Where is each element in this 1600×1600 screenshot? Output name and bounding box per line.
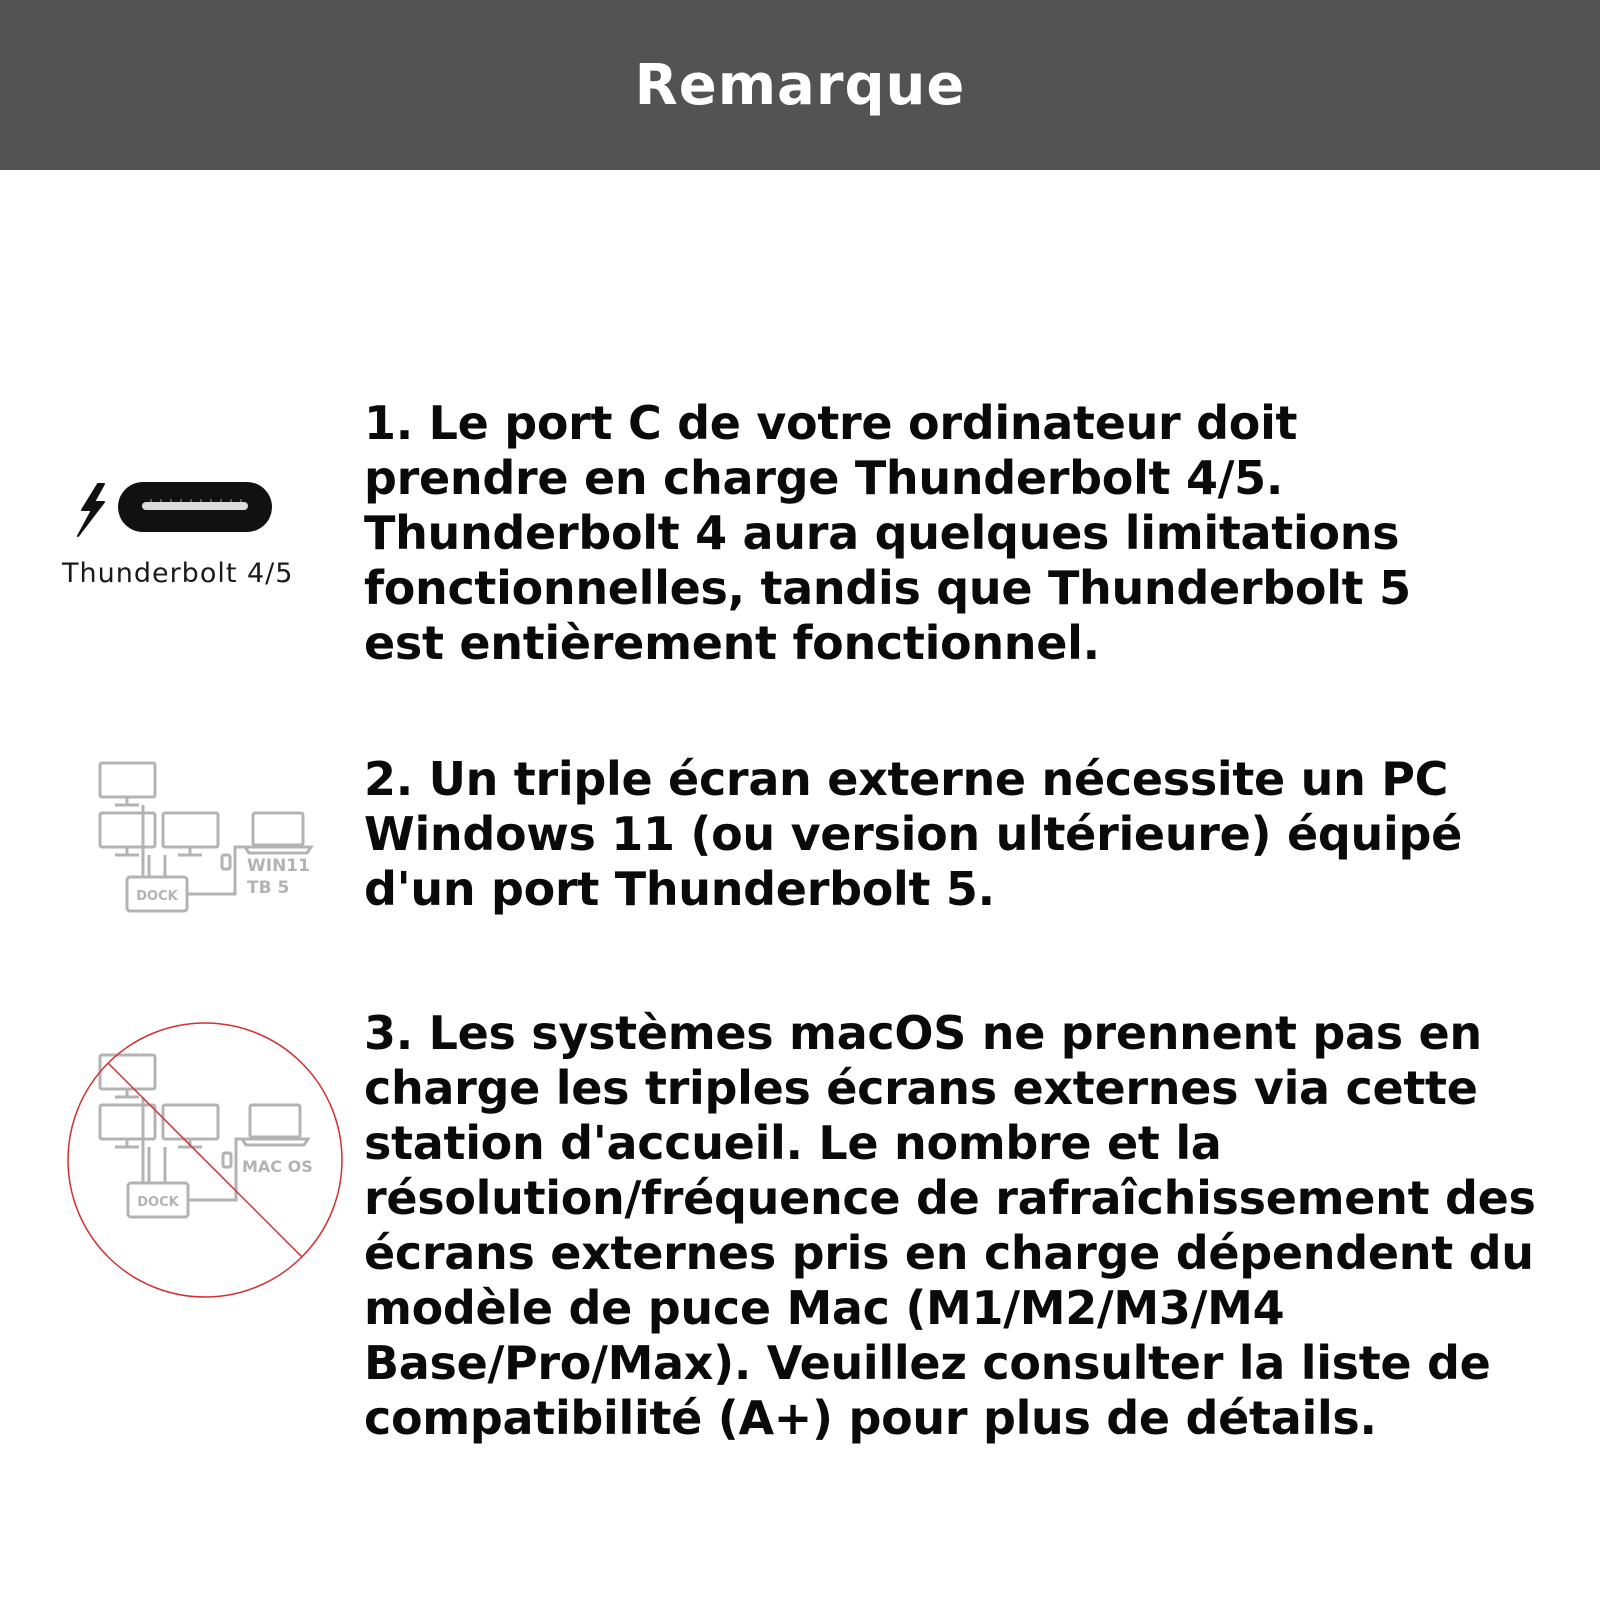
tb5-label: TB 5 bbox=[247, 878, 290, 898]
win11-label: WIN11 bbox=[247, 856, 310, 876]
note-1-text: 1. Le port C de votre ordinateur doit prendre en charge Thunderbolt 4/5. Thunderbolt 4 aura quelques limitations fonctionnelles, tandis que Thunderbolt 5 est entièrement fonctionnel. bbox=[364, 396, 1411, 670]
monitor-icon bbox=[100, 813, 155, 855]
laptop-icon bbox=[242, 1105, 308, 1145]
note-3-text: 3. Les systèmes macOS ne prennent pas en charge les triples écrans externes via cette station d'accueil. Le nombre et la résolution/fréquence de rafraîchissement des écrans externes pris en charge dépendent du modèle de puce Mac (M1/M2/M3/M4 Base/Pro/Max). Veuillez consulter la liste de compatibilité (A+) pour plus de détails. bbox=[364, 1006, 1536, 1445]
triple-monitor-dock-diagram bbox=[95, 755, 325, 935]
macos-label: MAC OS bbox=[242, 1157, 313, 1176]
monitor-icon bbox=[100, 1055, 155, 1097]
dock-label: DOCK bbox=[137, 1195, 179, 1210]
page-title: Remarque bbox=[634, 52, 966, 118]
thunderbolt-label: Thunderbolt 4/5 bbox=[62, 558, 294, 589]
monitor-icon bbox=[163, 813, 218, 855]
lightning-bolt-icon bbox=[78, 484, 104, 536]
note-2-text: 2. Un triple écran externe nécessite un PC Windows 11 (ou version ultérieure) équipé d'un port Thunderbolt 5. bbox=[364, 752, 1462, 916]
monitor-icon bbox=[100, 1105, 155, 1147]
prohibited-mac-triple-monitor-diagram bbox=[60, 1015, 350, 1305]
laptop-icon bbox=[245, 813, 311, 853]
dock-label: DOCK bbox=[136, 889, 178, 904]
monitor-icon bbox=[100, 763, 155, 805]
header-bar bbox=[0, 0, 1600, 170]
